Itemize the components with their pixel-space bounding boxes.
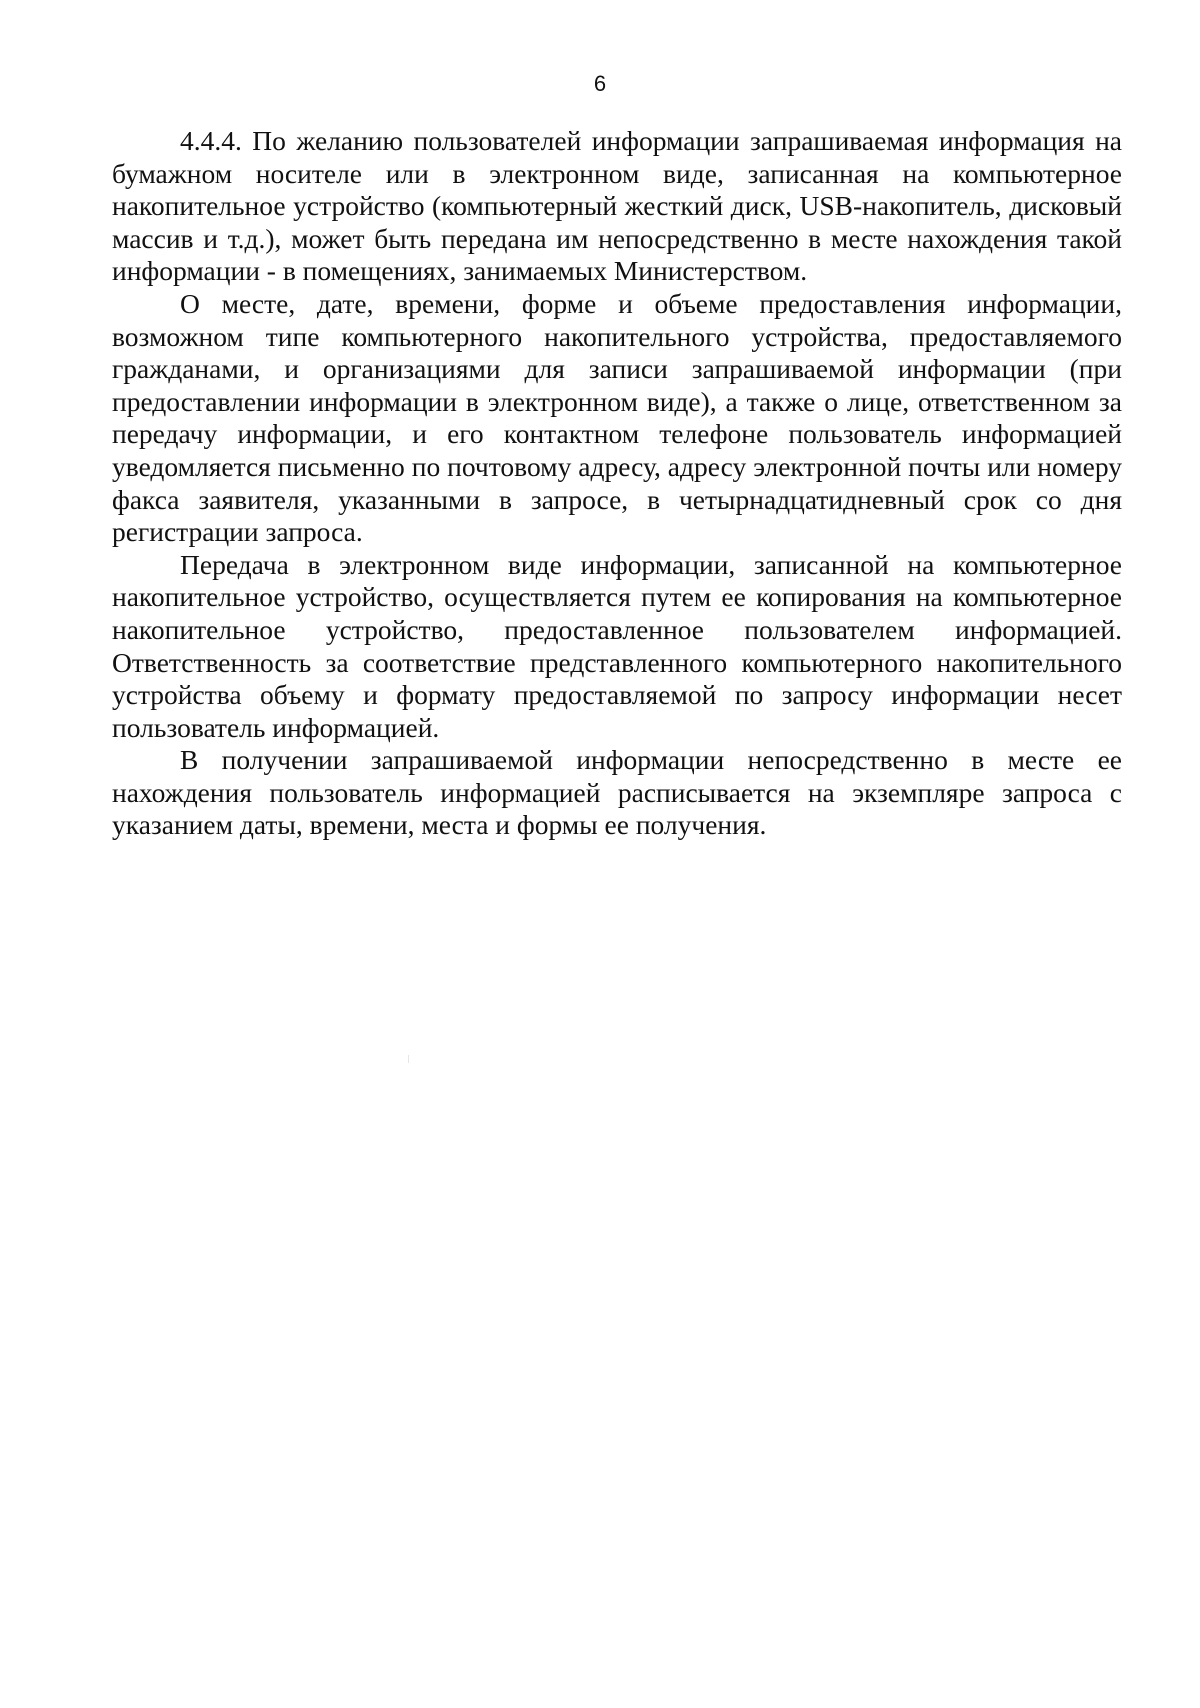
paragraph-notification: О месте, дате, времени, форме и объеме предоставления информации, возможном типе компьютерного накопительного устройства, предоставляемого гражданами, и организациями для записи запрашиваемой информации (при предоставлении информации в электронном виде), а также о лице, ответственном за передачу информации, и его контактном телефоне пользователь информацией уведомляется письменно по почтовому адресу, адресу электронной почты или номеру факса заявителя, указанными в запросе, в четырнадцатидневный срок со дня регистрации запроса.	[112, 287, 1122, 548]
paragraph-receipt-signature: В получении запрашиваемой информации непосредственно в месте ее нахождения пользователь информацией расписывается на экземпляре запроса с указанием даты, времени, места и формы ее получения.	[112, 744, 1122, 841]
page-number: 6	[593, 71, 607, 96]
paragraph-4-4-4: 4.4.4. По желанию пользователей информации запрашиваемая информация на бумажном носителе или в электронном виде, записанная на компьютерное накопительное устройство (компьютерный жесткий диск, USB-накопитель, дисковый массив и т.д.), может быть передана им непосредственно в месте нахождения такой информации - в помещениях, занимаемых Министерством.	[112, 125, 1122, 287]
paragraph-electronic-transfer: Передача в электронном виде информации, записанной на компьютерное накопительное устройство, осуществляется путем ее копирования на компьютерное накопительное устройство, предоставленное пользователем информацией. Ответственность за соответствие представленного компьютерного накопительного устройства объему и формату предоставляемой по запросу информации несет пользователь информацией.	[112, 548, 1122, 743]
scan-artifact	[408, 1055, 409, 1063]
document-body	[112, 125, 1122, 842]
